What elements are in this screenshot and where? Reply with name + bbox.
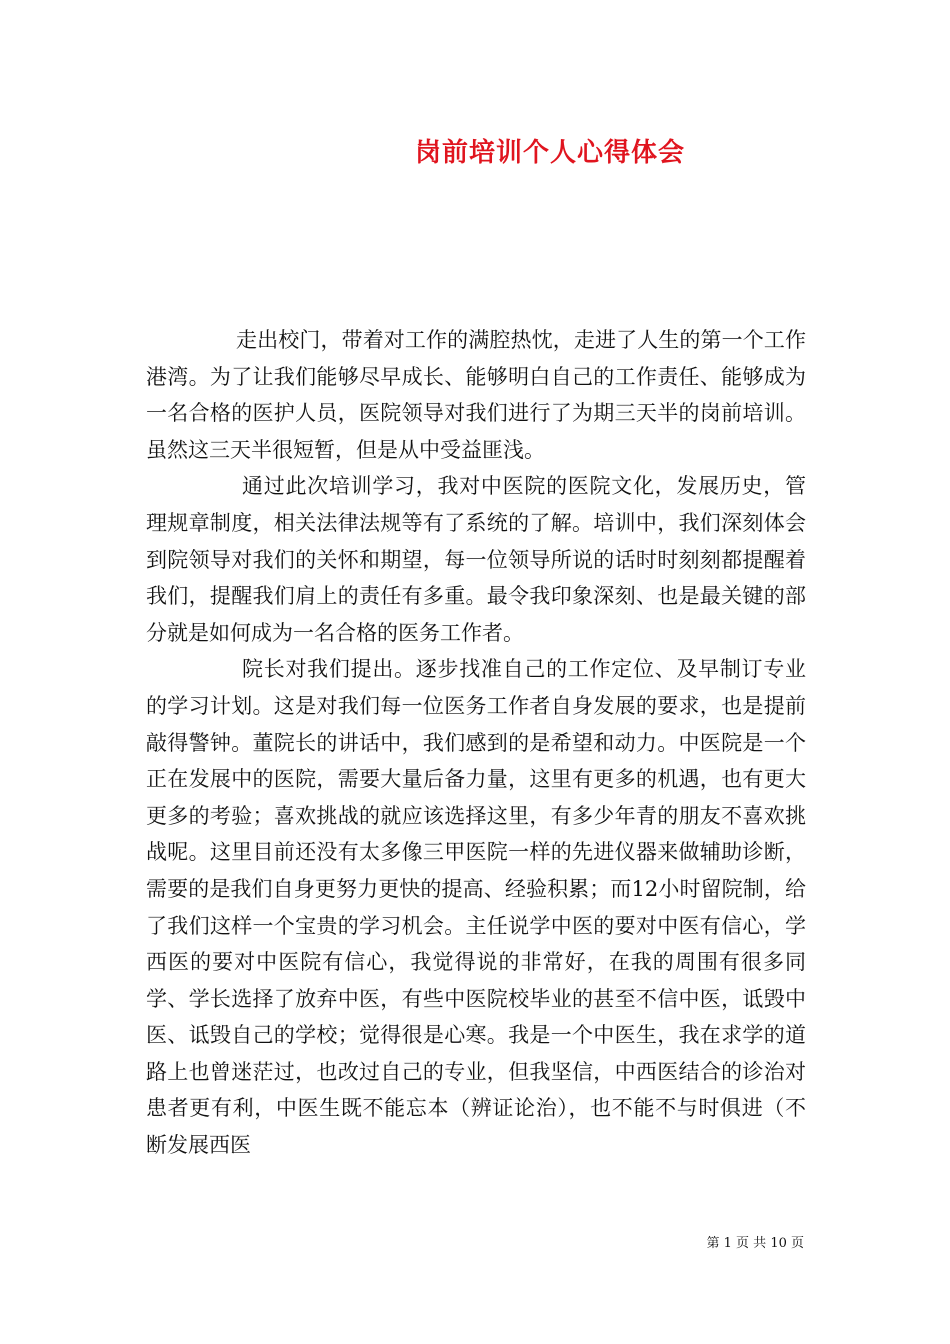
page-number: 第 1 页 共 10 页 (706, 1236, 804, 1251)
paragraph-3: 院长对我们提出。逐步找准自己的工作定位、及早制订专业的学习计划。这是对我们每一位医务工作者自身发展的要求，也是提前敲得警钟。董院长的讲话中，我们感到的是希望和动力。中医院是一个正在发展中的医院，需要大量后备力量，这里有更多的机遇，也有更大更多的考验；喜欢挑战的就应该选择这里，有多少年青的朋友不喜欢挑战呢。这里目前还没有太多像三甲医院一样的先进仪器来做辅助诊断，需要的是我们自身更努力更快的提高、经验积累；而12小时留院制，给了我们这样一个宝贵的学习机会。主任说学中医的要对中医有信心，学西医的要对中医院有信心，我觉得说的非常好，在我的周围有很多同学、学长选择了放弃中医，有些中医院校毕业的甚至不信中医，诋毁中医、诋毁自己的学校；觉得很是心寒。我是一个中医生，我在求学的道路上也曾迷茫过，也改过自己的专业，但我坚信，中西医结合的诊治对患者更有利，中医生既不能忘本（辨证论治），也不能不与时俱进（不断发展西医 (146, 657, 806, 1158)
paragraph-1: 走出校门，带着对工作的满腔热忱，走进了人生的第一个工作港湾。为了让我们能够尽早成长、能够明白自己的工作责任、能够成为一名合格的医护人员，医院领导对我们进行了为期三天半的岗前培训。虽然这三天半很短暂，但是从中受益匪浅。 (146, 328, 806, 462)
document-title: 岗前培训个人心得体会 (414, 138, 685, 168)
paragraph-2: 通过此次培训学习，我对中医院的医院文化，发展历史，管理规章制度，相关法律法规等有了系统的了解。培训中，我们深刻体会到院领导对我们的关怀和期望，每一位领导所说的话时时刻刻都提醒着我们，提醒我们肩上的责任有多重。最令我印象深刻、也是最关键的部分就是如何成为一名合格的医务工作者。 (146, 474, 806, 645)
document-body (146, 322, 806, 1164)
